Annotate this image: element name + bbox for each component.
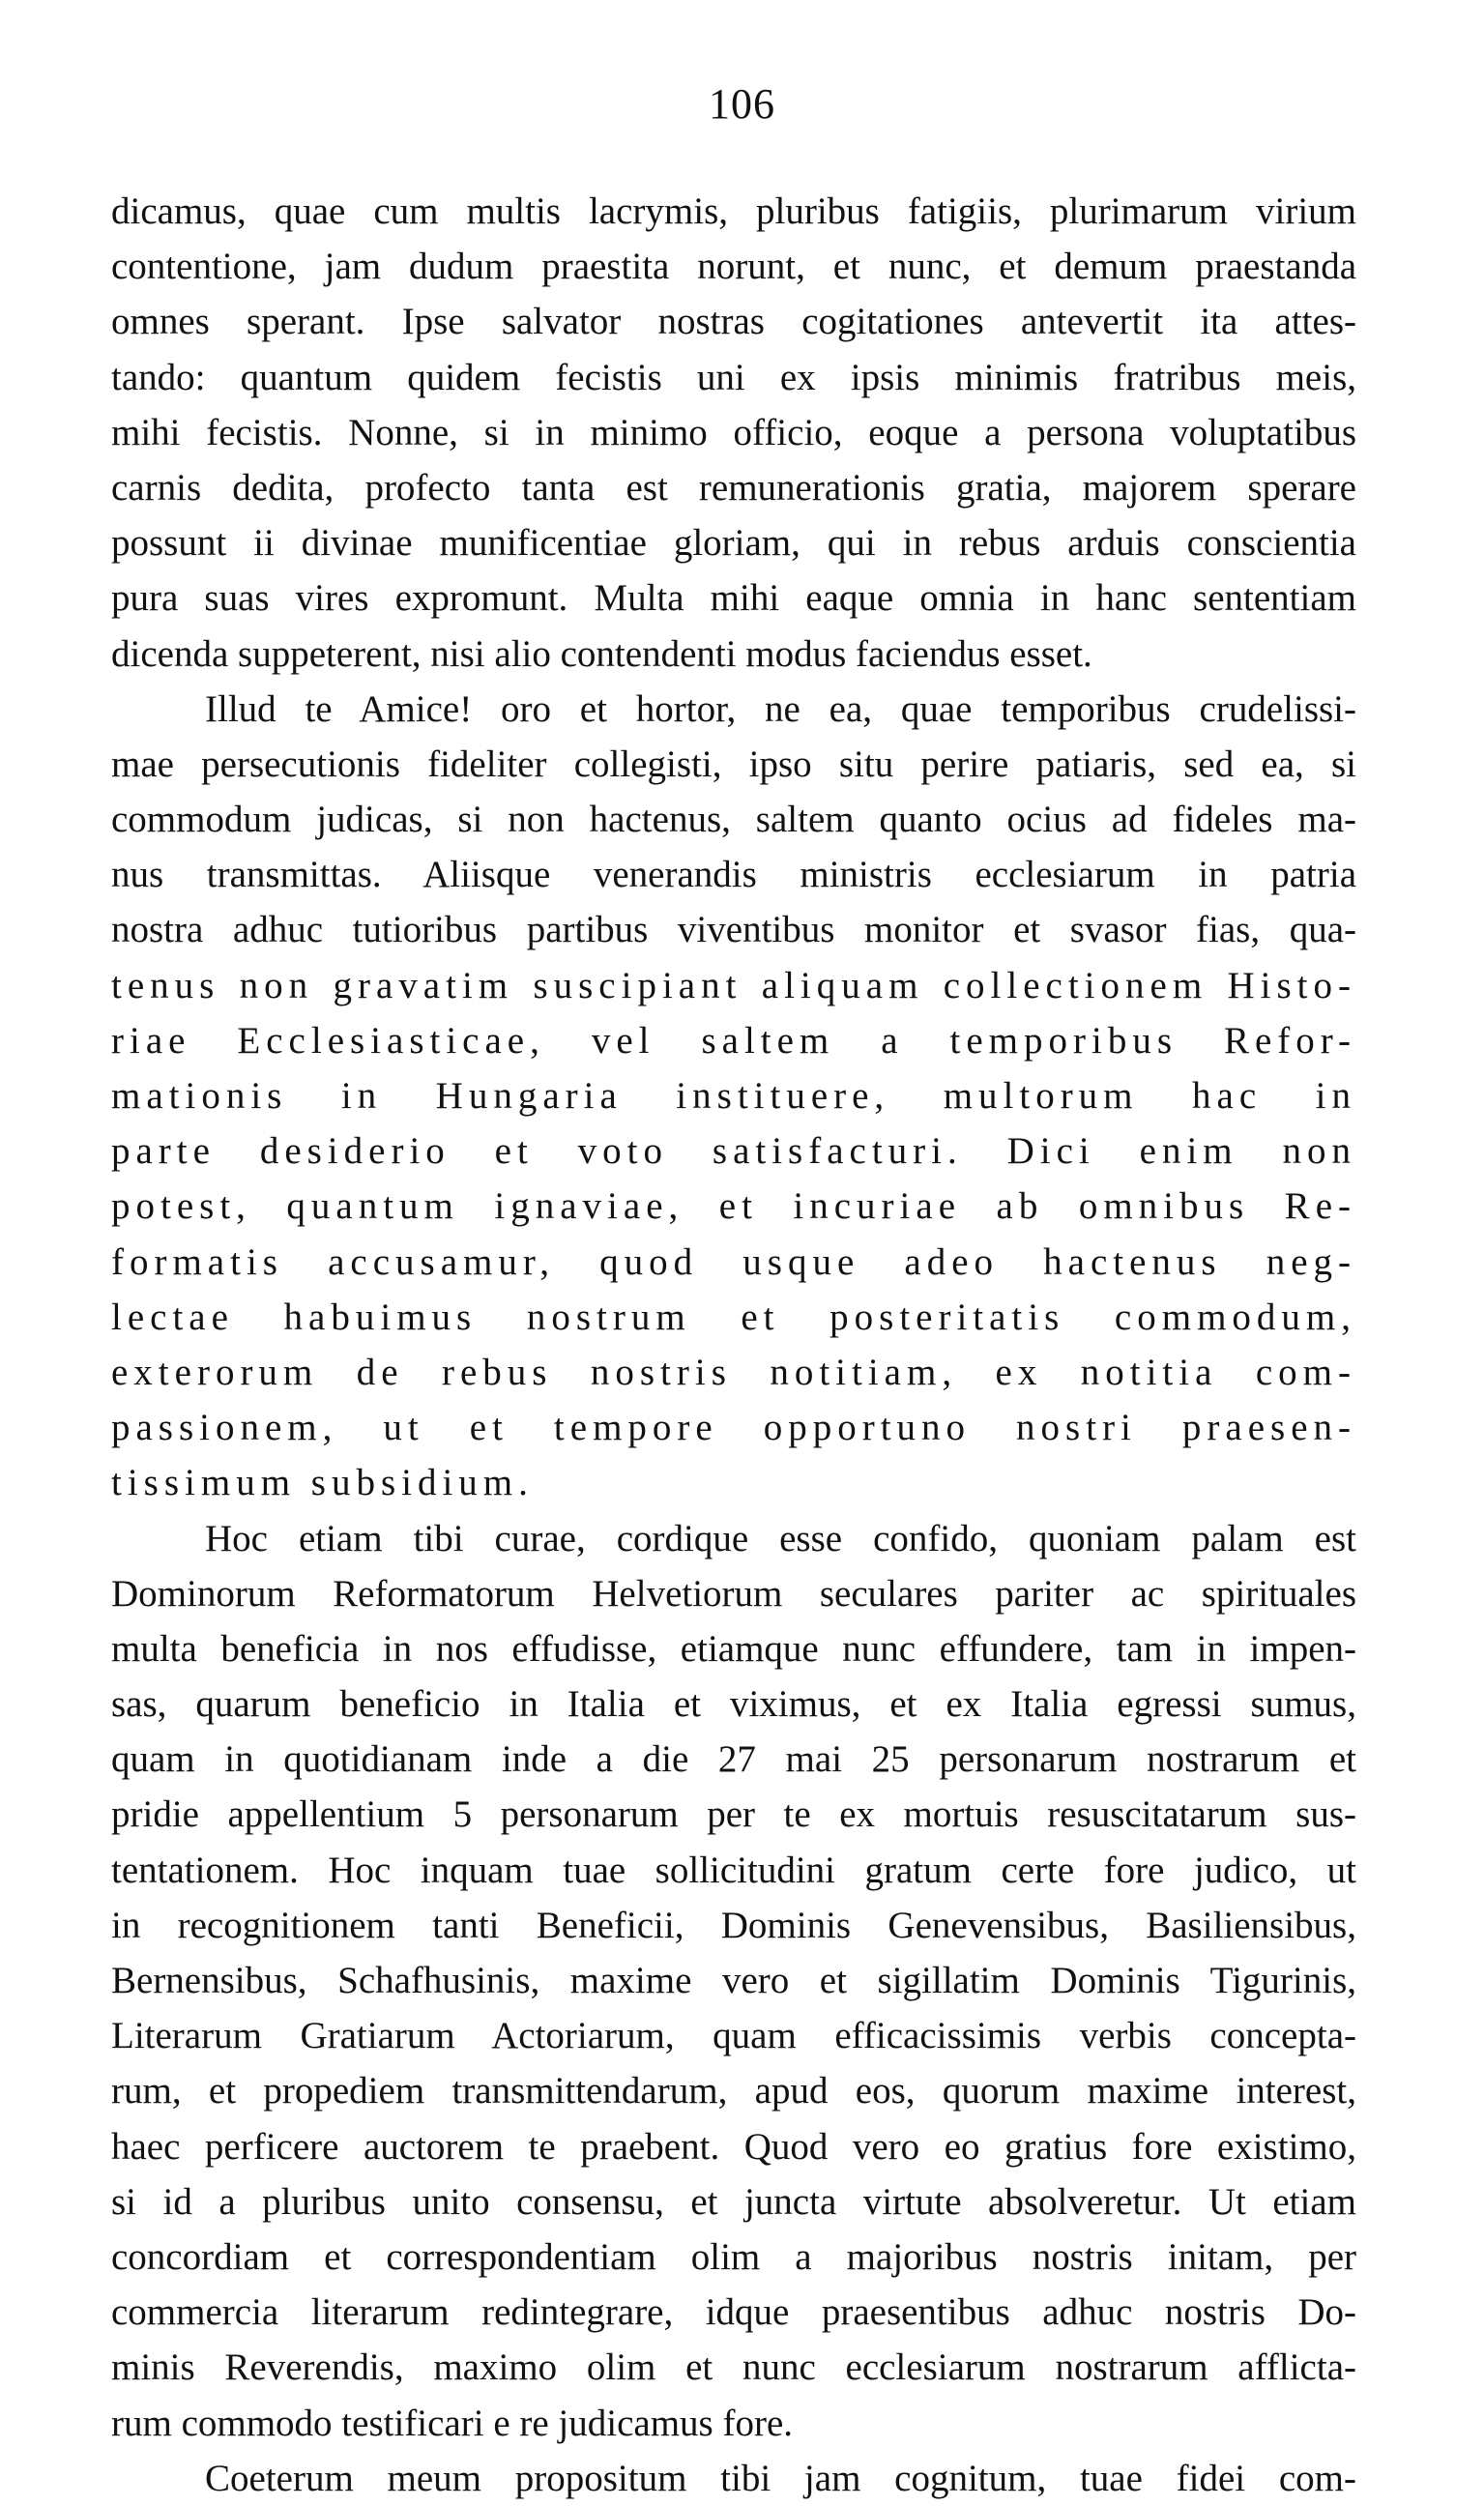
text-line: contentione, jam dudum praestita norunt, et nunc, et demum praestanda bbox=[111, 246, 1356, 288]
text-line: rum, et propediem transmittendarum, apud eos, quorum maxime interest, bbox=[111, 2070, 1356, 2113]
text-line: Literarum Gratiarum Actoriarum, quam efficacissimis verbis concepta- bbox=[111, 2015, 1356, 2057]
text-line: Bernensibus, Schafhusinis, maxime vero et sigillatim Dominis Tigurinis, bbox=[111, 1960, 1356, 2001]
text-line: sas, quarum beneficio in Italia et viximus, et ex Italia egressi sumus, bbox=[111, 1683, 1356, 1726]
text-line: si id a pluribus unito consensu, et juncta virtute absolveretur. Ut etiam bbox=[111, 2180, 1356, 2223]
text-line: tando: quantum quidem fecistis uni ex ipsis minimis fratribus meis, bbox=[111, 356, 1356, 398]
page-number: 106 bbox=[709, 80, 775, 128]
paragraph bbox=[111, 1511, 1356, 2451]
text-line: multa beneficia in nos effudisse, etiamque nunc effundere, tam in impen- bbox=[111, 1627, 1356, 1670]
text-line: Illud te Amice! oro et hortor, ne ea, quae temporibus crudelissi- bbox=[205, 687, 1356, 730]
text-line: dicenda suppeterent, nisi alio contendenti modus faciendus esset. bbox=[111, 632, 1092, 675]
text-line: pura suas vires expromunt. Multa mihi eaque omnia in hanc sententiam bbox=[111, 577, 1356, 620]
body-text bbox=[111, 184, 1356, 2506]
spaced-text-line: tenus non gravatim suscipiant aliquam collectionem Histo- bbox=[111, 964, 1356, 1006]
text-line: rum commodo testificari e re judicamus fore. bbox=[111, 2402, 794, 2444]
paragraph bbox=[111, 682, 1356, 1511]
text-line: concordiam et correspondentiam olim a majoribus nostris initam, per bbox=[111, 2235, 1356, 2278]
spaced-text-line: formatis accusamur, quod usque adeo hactenus neg- bbox=[111, 1240, 1356, 1283]
paragraph bbox=[111, 2451, 1356, 2506]
text-line: tentationem. Hoc inquam tuae sollicitudini gratum certe fore judico, ut bbox=[111, 1849, 1356, 1891]
text-line: omnes sperant. Ipse salvator nostras cogitationes antevertit ita attes- bbox=[111, 301, 1356, 343]
spaced-text-line: passionem, ut et tempore opportuno nostri praesen- bbox=[111, 1407, 1356, 1449]
text-line: Dominorum Reformatorum Helvetiorum seculares pariter ac spirituales bbox=[111, 1572, 1356, 1615]
spaced-text-line: riae Ecclesiasticae, vel saltem a temporibus Refor- bbox=[111, 1019, 1356, 1062]
text-line: Hoc etiam tibi curae, cordique esse confido, quoniam palam est bbox=[205, 1517, 1356, 1559]
text-line: nus transmittas. Aliisque venerandis ministris ecclesiarum in patria bbox=[111, 854, 1356, 896]
text-line: minis Reverendis, maximo olim et nunc ecclesiarum nostrarum afflicta- bbox=[111, 2346, 1356, 2389]
spaced-text-line: tissimum subsidium. bbox=[111, 1462, 534, 1504]
text-line: possunt ii divinae munificentiae gloriam, qui in rebus arduis conscientia bbox=[111, 522, 1356, 565]
text-line: haec perficere auctorem te praebent. Quod vero eo gratius fore existimo, bbox=[111, 2125, 1356, 2168]
text-line: dicamus, quae cum multis lacrymis, pluribus fatigiis, plurimarum virium bbox=[111, 190, 1356, 232]
text-line: mihi fecistis. Nonne, si in minimo officio, eoque a persona voluptatibus bbox=[111, 411, 1356, 453]
text-line: commercia literarum redintegrare, idque praesentibus adhuc nostris Do- bbox=[111, 2291, 1356, 2334]
text-line: Coeterum meum propositum tibi jam cognitum, tuae fidei com- bbox=[205, 2457, 1356, 2499]
spaced-text-line: potest, quantum ignaviae, et incuriae ab omnibus Re- bbox=[111, 1185, 1356, 1228]
text-line: carnis dedita, profecto tanta est remunerationis gratia, majorem sperare bbox=[111, 466, 1356, 509]
spaced-text-line: exterorum de rebus nostris notitiam, ex notitia com- bbox=[111, 1351, 1356, 1393]
spaced-text-line: mationis in Hungaria instituere, multorum hac in bbox=[111, 1075, 1356, 1117]
paragraph bbox=[111, 184, 1356, 682]
text-line: quam in quotidianam inde a die 27 mai 25 personarum nostrarum et bbox=[111, 1738, 1356, 1781]
text-line: in recognitionem tanti Beneficii, Dominis Genevensibus, Basiliensibus, bbox=[111, 1904, 1356, 1946]
text-line: nostra adhuc tutioribus partibus viventibus monitor et svasor fias, qua- bbox=[111, 909, 1356, 951]
spaced-text-line: parte desiderio et voto satisfacturi. Dici enim non bbox=[111, 1130, 1356, 1173]
text-line: mae persecutionis fideliter collegisti, ipso situ perire patiaris, sed ea, si bbox=[111, 743, 1356, 785]
text-line: pridie appellentium 5 personarum per te ex mortuis resuscitatarum sus- bbox=[111, 1793, 1356, 1836]
text-line: commodum judicas, si non hactenus, saltem quanto ocius ad fideles ma- bbox=[111, 799, 1356, 841]
spaced-text-line: lectae habuimus nostrum et posteritatis commodum, bbox=[111, 1296, 1356, 1338]
